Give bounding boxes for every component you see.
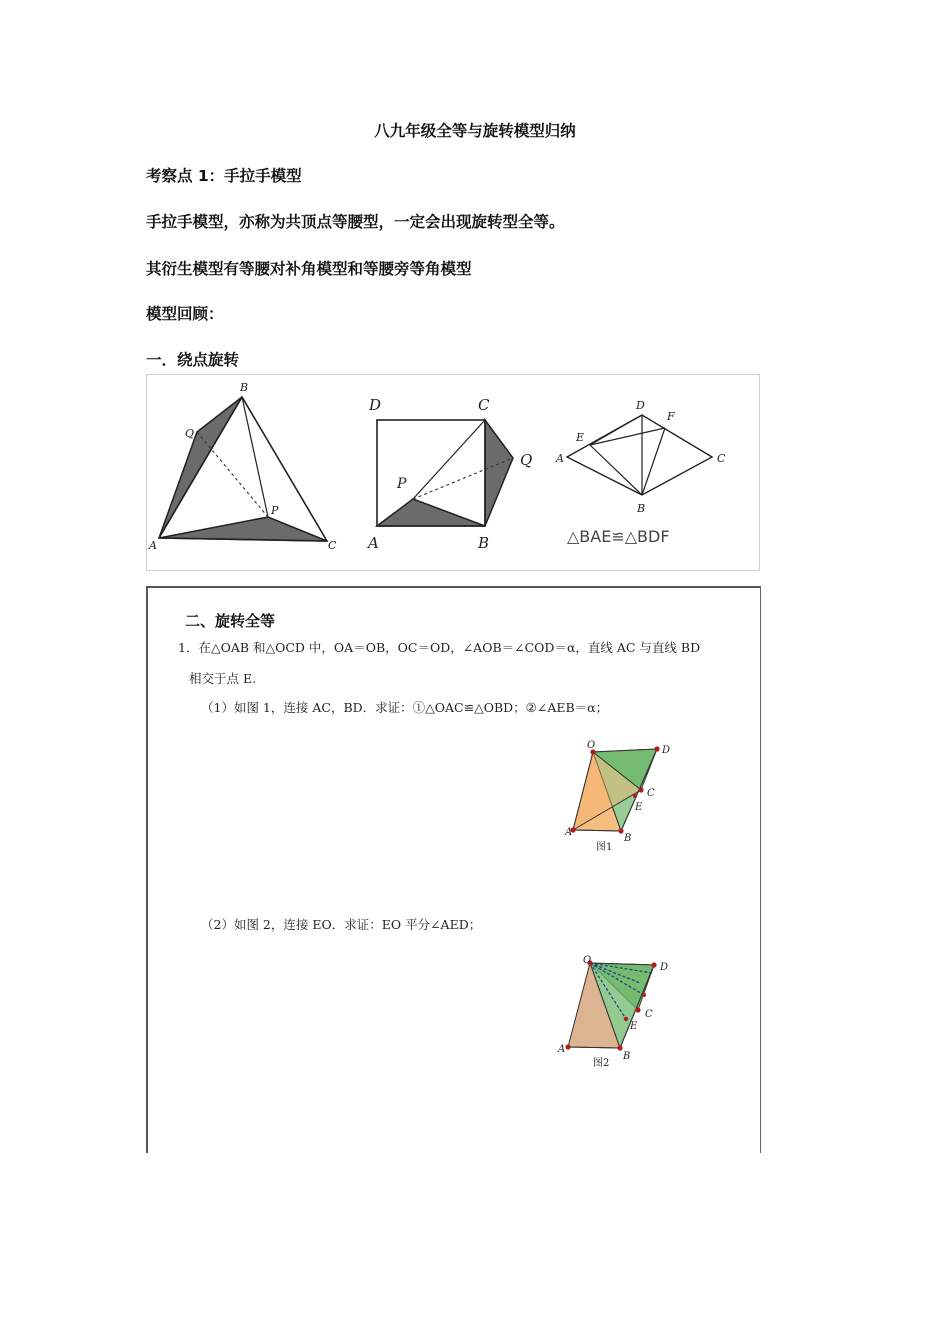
figure-1 bbox=[561, 738, 691, 853]
label-E: E bbox=[635, 802, 643, 813]
label-C: C bbox=[328, 539, 337, 552]
part2-question: （2）如图 2，连接 EO．求证：EO 平分∠AED； bbox=[201, 917, 482, 932]
label-O: O bbox=[587, 740, 596, 751]
shaded-triangle-APB bbox=[377, 499, 485, 526]
figure-2 bbox=[556, 953, 686, 1073]
rotation-figures-svg bbox=[147, 375, 761, 572]
section2-title: 二、旋转全等 bbox=[185, 612, 276, 630]
figure-1-caption: 图1 bbox=[596, 842, 613, 853]
label-D: D bbox=[369, 396, 382, 414]
label-C: C bbox=[717, 452, 726, 465]
label-B: B bbox=[478, 534, 490, 552]
label-E: E bbox=[630, 1021, 638, 1032]
problem-text-line-2: 相交于点 E. bbox=[189, 671, 257, 686]
description-line-2: 其衍生模型有等腰对补角模型和等腰旁等角模型 bbox=[146, 260, 472, 278]
label-E: E bbox=[576, 431, 585, 444]
label-D: D bbox=[660, 962, 669, 973]
congruence-statement: △BAE≌△BDF bbox=[567, 527, 670, 546]
label-D: D bbox=[662, 745, 671, 756]
label-A: A bbox=[565, 827, 573, 838]
kite-figure bbox=[555, 399, 726, 546]
problem-panel bbox=[146, 586, 761, 1153]
segment-EB bbox=[590, 445, 642, 495]
label-B: B bbox=[624, 833, 632, 844]
segment-EF bbox=[590, 428, 665, 445]
shaded-triangle-APC bbox=[159, 517, 327, 541]
document-title: 八九年级全等与旋转模型归纳 bbox=[374, 122, 576, 140]
part1-question: （1）如图 1，连接 AC，BD．求证：①△OAC≌△OBD；②∠AEB＝α； bbox=[201, 700, 609, 715]
problem-text-line-1: 1．在△OAB 和△OCD 中，OA＝OB，OC＝OD，∠AOB＝∠COD＝α，直线 AC 与直线 BD bbox=[178, 640, 701, 655]
label-C: C bbox=[645, 1009, 653, 1020]
label-B: B bbox=[240, 381, 249, 394]
point1-heading: 考察点 1：手拉手模型 bbox=[146, 167, 302, 185]
label-A: A bbox=[149, 539, 157, 552]
label-A: A bbox=[556, 452, 564, 465]
label-F: F bbox=[667, 410, 675, 423]
square-figure bbox=[366, 396, 532, 552]
label-B: B bbox=[637, 502, 646, 515]
segment-ED bbox=[590, 415, 642, 445]
label-A: A bbox=[558, 1044, 566, 1055]
label-C: C bbox=[647, 788, 655, 799]
label-B: B bbox=[623, 1051, 631, 1062]
section1-heading: 一．绕点旋转 bbox=[146, 351, 240, 369]
label-A: A bbox=[368, 534, 379, 552]
label-C: C bbox=[478, 396, 490, 414]
label-P: P bbox=[397, 476, 407, 492]
review-label: 模型回顾： bbox=[146, 305, 224, 323]
label-D: D bbox=[636, 399, 645, 412]
segment-BP bbox=[242, 397, 268, 517]
label-Q: Q bbox=[520, 451, 533, 469]
label-O: O bbox=[583, 955, 592, 966]
figure-2-caption: 图2 bbox=[593, 1058, 610, 1069]
rotation-figures-panel bbox=[146, 374, 760, 571]
description-line-1: 手拉手模型，亦称为共顶点等腰型，一定会出现旋转型全等。 bbox=[146, 213, 565, 231]
shaded-triangle-CQB bbox=[485, 420, 513, 526]
equilateral-triangle-figure bbox=[148, 381, 337, 552]
segment-PC bbox=[413, 420, 485, 499]
kite-ADCB bbox=[567, 415, 712, 495]
label-P: P bbox=[271, 504, 279, 517]
label-Q: Q bbox=[185, 427, 195, 440]
